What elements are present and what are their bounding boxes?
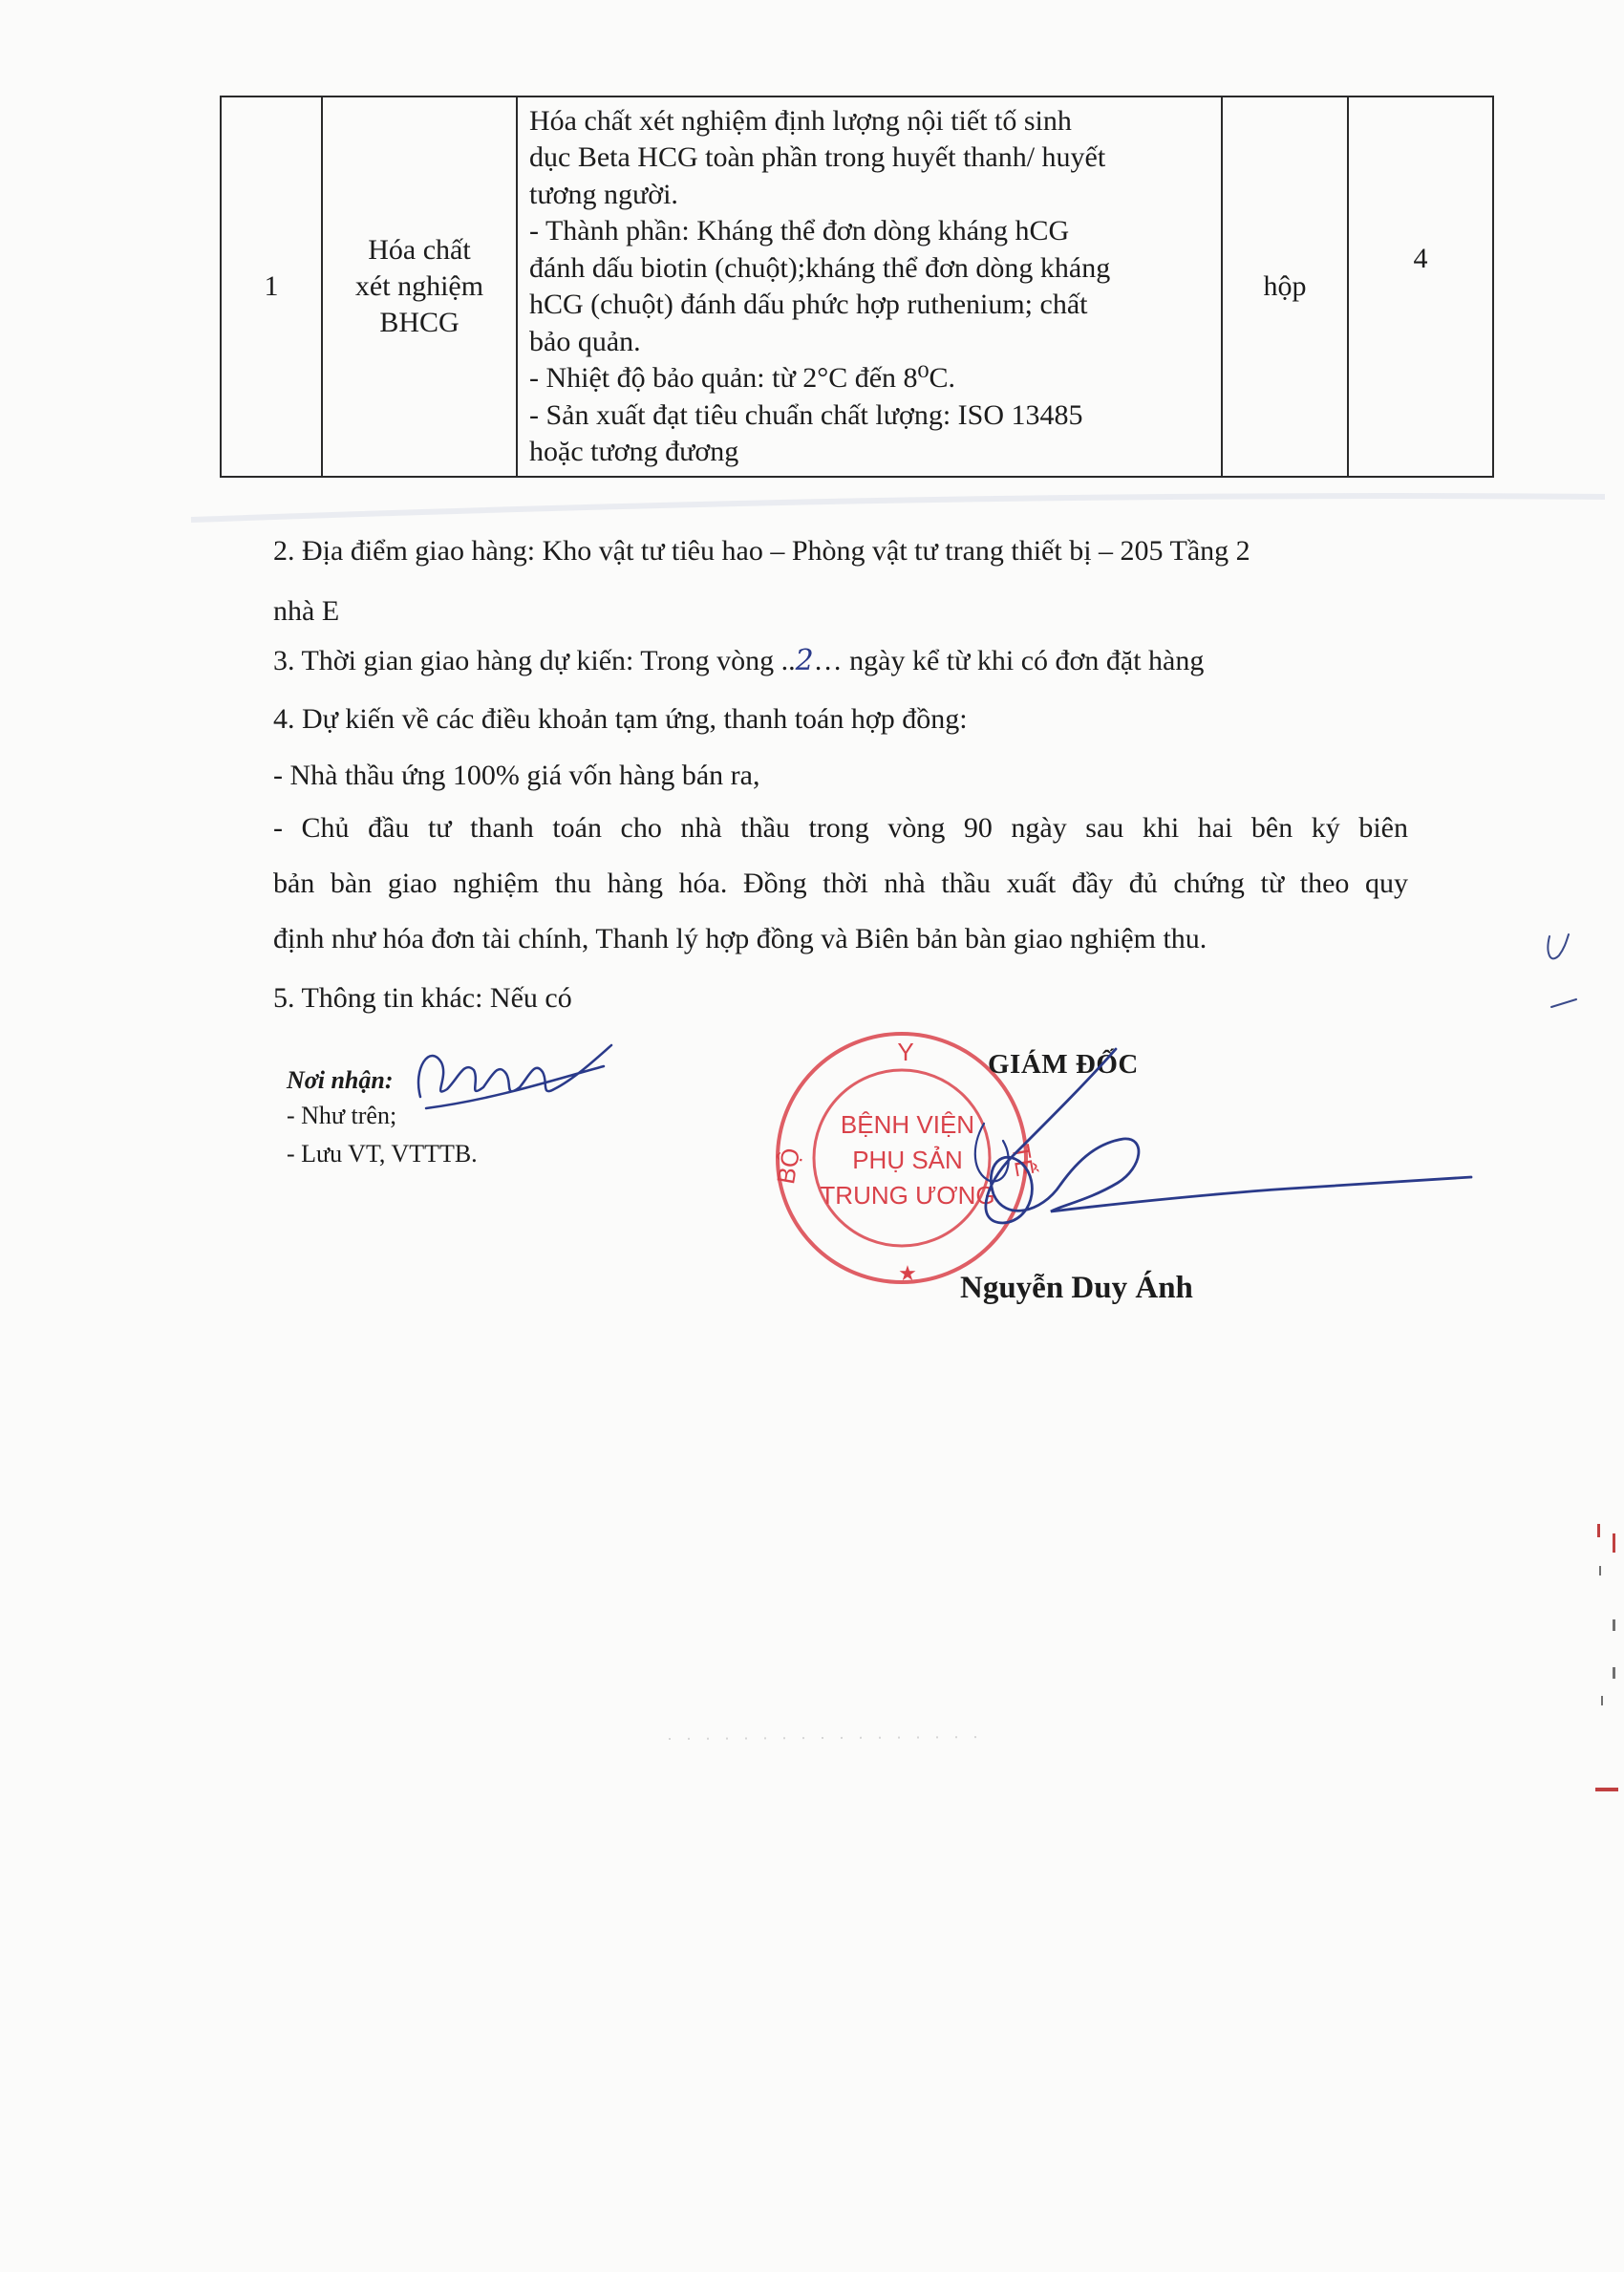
stamp-side-left: BỘ (771, 1146, 806, 1187)
initials-signature (418, 1045, 611, 1108)
description-line: hCG (chuột) đánh dấu phức hợp ruthenium; chất (529, 289, 1088, 320)
director-name: Nguyễn Duy Ánh (960, 1271, 1193, 1305)
handwritten-days: 2 (795, 644, 814, 677)
margin-mark (1548, 934, 1576, 1007)
description-line: hoặc tương đương (529, 436, 739, 467)
cell-unit: hộp (1222, 96, 1348, 477)
stamp-line3: TRUNG ƯƠNG (820, 1181, 995, 1210)
description-line: bảo quản. (529, 325, 641, 357)
description-line: đánh dấu biotin (chuột);kháng thể đơn dòng kháng (529, 251, 1111, 284)
stamp-star: ★ (898, 1261, 917, 1285)
stamp-line1: BỆNH VIỆN (840, 1110, 975, 1139)
delivery-time-prefix: 3. Thời gian giao hàng dự kiến: Trong vòng .. (273, 645, 796, 676)
recipient-item: - Như trên; (287, 1102, 397, 1129)
stamp-top-letter: Y (897, 1038, 914, 1066)
description-line: - Sản xuất đạt tiêu chuẩn chất lượng: ISO 13485 (529, 398, 1083, 431)
delivery-time-suffix: … ngày kể từ khi có đơn đặt hàng (813, 645, 1205, 676)
other-info: 5. Thông tin khác: Nếu có (273, 982, 572, 1014)
description-line: - Thành phần: Kháng thể đơn dòng kháng hCG (529, 215, 1070, 246)
item-name-line: BHCG (379, 307, 459, 338)
payment-term-line3: định như hóa đơn tài chính, Thanh lý hợp đồng và Biên bản bàn giao nghiệm thu. (273, 923, 1207, 954)
payment-terms-heading: 4. Dự kiến về các điều khoản tạm ứng, thanh toán hợp đồng: (273, 703, 968, 735)
delivery-location-line1: 2. Địa điểm giao hàng: Kho vật tư tiêu hao – Phòng vật tư trang thiết bị – 205 Tầng 2 (273, 535, 1250, 567)
recipients-title: Nơi nhận: (287, 1066, 394, 1094)
payment-term-advance: - Nhà thầu ứng 100% giá vốn hàng bán ra, (273, 760, 760, 791)
recipient-item: - Lưu VT, VTTTB. (287, 1140, 478, 1168)
paper-crease (191, 496, 1605, 520)
payment-term-line2: bản bàn giao nghiệm thu hàng hóa. Đồng thời nhà thầu xuất đầy đủ chứng từ theo quy (273, 868, 1408, 899)
stamp-line2: PHỤ SẢN (852, 1146, 963, 1174)
description-line: tương người. (529, 178, 678, 210)
director-title: GIÁM ĐỐC (988, 1049, 1139, 1080)
item-name-line: Hóa chất (368, 234, 471, 266)
director-signature (986, 1049, 1471, 1223)
scan-dot (669, 1737, 994, 1739)
cell-quantity: 4 (1348, 96, 1493, 477)
item-name-line: xét nghiệm (354, 270, 484, 302)
payment-term-line1: - Chủ đầu tư thanh toán cho nhà thầu trong vòng 90 ngày sau khi hai bên ký biên (273, 812, 1408, 844)
stamp-side-right: TẾ (1006, 1142, 1040, 1179)
description-line: - Nhiệt độ bảo quản: từ 2°C đến 8⁰C. (529, 362, 956, 394)
description-line: Hóa chất xét nghiệm định lượng nội tiết tố sinh (529, 104, 1072, 137)
description-line: dục Beta HCG toàn phần trong huyết thanh/ huyết (529, 141, 1106, 173)
scan-edge-marks (1586, 1524, 1624, 1811)
delivery-location-line2: nhà E (273, 595, 340, 627)
cell-stt: 1 (221, 96, 322, 477)
